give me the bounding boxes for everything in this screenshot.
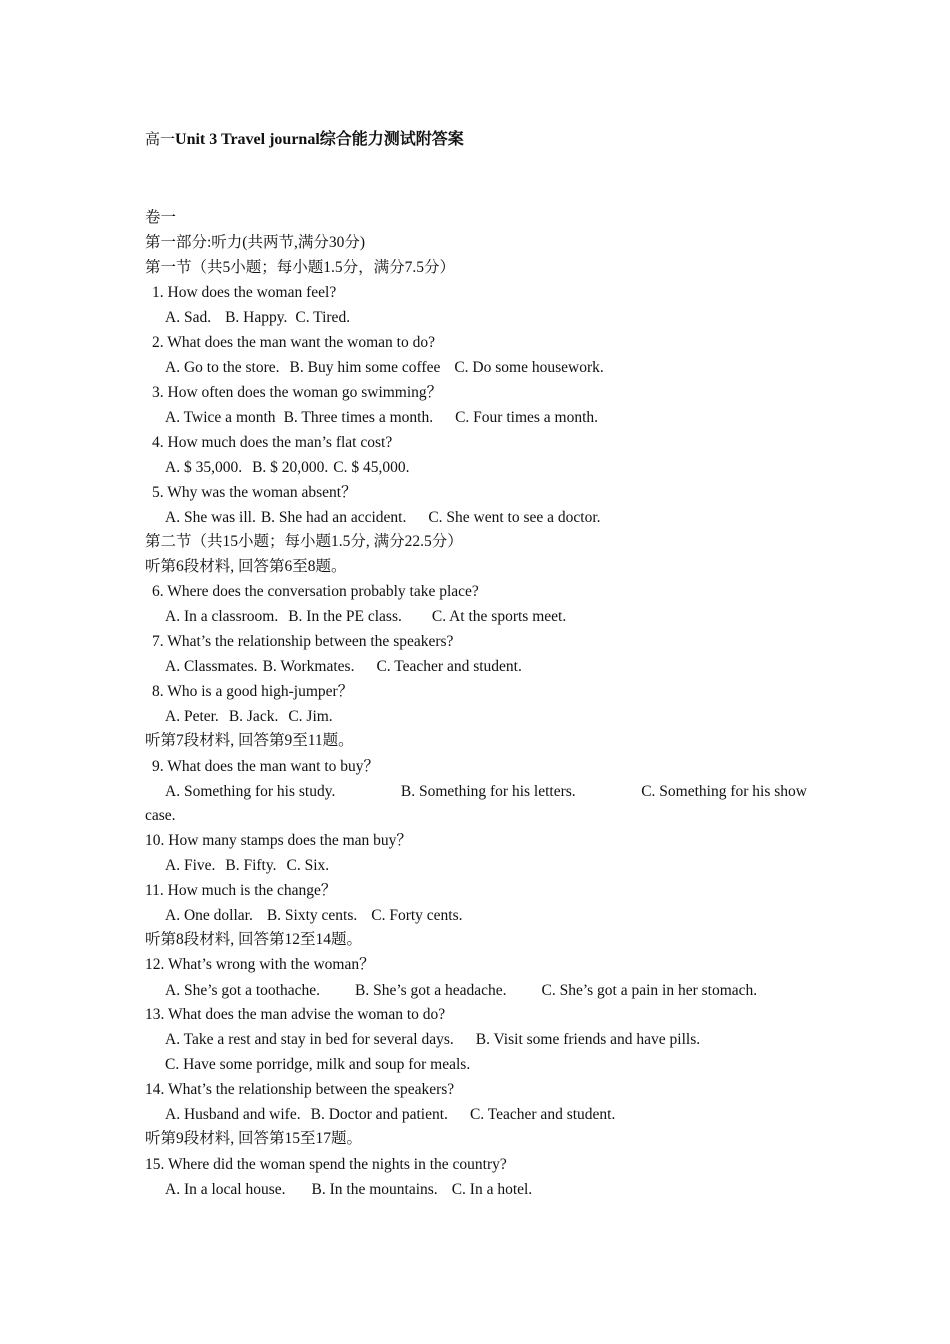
question-options [165,657,522,677]
option-b: B. Fifty. [225,857,277,874]
question-options [165,707,333,727]
option-a: A. One dollar. [165,907,253,924]
question-stem: 2. What does the man want the woman to do? [152,334,435,351]
option-c: C. Jim. [288,708,333,725]
option-b: B. In the mountains. [311,1181,438,1198]
option-b: B. Buy him some coffee [289,359,441,376]
option-a: A. Go to the store. [165,359,280,376]
material-instruction: 听第9段材料, 回答第15至17题。 [145,1130,363,1147]
option-c: C. Six. [286,857,330,874]
option-c: C. She went to see a doctor. [428,509,601,526]
option-b: B. She had an accident. [260,509,407,526]
option-a: A. $ 35,000. [165,459,243,476]
option-b: B. Happy. [225,309,288,326]
question-stem: 5. Why was the woman absent？ [152,484,357,501]
question-options [165,308,350,328]
question-stem: 3. How often does the woman go swimming？ [152,384,443,401]
document-title [145,126,464,149]
question-options [165,1030,700,1050]
option-b: B. Sixty cents. [266,907,358,924]
option-b: B. Jack. [228,708,279,725]
option-c: C. Something for his show [641,783,807,800]
question-options [165,981,757,1001]
question-options [165,408,598,428]
option-c: C. Tired. [295,309,351,326]
option-b: B. Three times a month. [283,409,434,426]
option-c: C. Four times a month. [455,409,599,426]
option-a: A. Twice a month [165,409,276,426]
option-b: B. Something for his letters. [400,783,576,800]
option-b: B. She’s got a headache. [354,982,507,999]
option-a: A. Something for his study. [165,783,336,800]
section-heading: 第二节（共15小题；每小题1.5分, 满分22.5分） [145,533,463,550]
option-a: A. Take a rest and stay in bed for several days. [165,1031,454,1048]
part-heading: 第一部分:听力(共两节,满分30分) [145,234,366,251]
question-stem: 13. What does the man advise the woman to do? [145,1006,446,1023]
option-a: A. Peter. [165,708,219,725]
option-c: C. In a hotel. [451,1181,533,1198]
material-instruction: 听第8段材料, 回答第12至14题。 [145,931,363,948]
option-c: C. Forty cents. [371,907,463,924]
option-a: A. In a classroom. [165,608,279,625]
question-stem: 1. How does the woman feel? [152,284,337,301]
option-c: C. Do some housework. [454,359,604,376]
question-stem: 15. Where did the woman spend the nights in the country? [145,1156,507,1173]
title-prefix: 高一 [145,132,176,148]
option-a: A. Classmates. [165,658,258,675]
option-b: B. Workmates. [262,658,355,675]
question-options [165,1180,532,1200]
question-stem: 12. What’s wrong with the woman？ [145,956,375,973]
question-options [165,508,601,528]
option-c: C. Teacher and student. [376,658,522,675]
option-a: A. Sad. [165,309,212,326]
question-options [165,458,410,478]
volume-heading: 卷一 [145,209,177,226]
question-stem: 8. Who is a good high-jumper？ [152,683,354,700]
question-options [145,782,807,802]
option-b: B. Visit some friends and have pills. [475,1031,701,1048]
question-options [165,607,566,627]
option-a: A. In a local house. [165,1181,286,1198]
option-c: C. Teacher and student. [469,1106,616,1123]
question-stem: 14. What’s the relationship between the speakers? [145,1081,455,1098]
question-stem: 4. How much does the man’s flat cost? [152,434,393,451]
option-a: A. Five. [165,857,216,874]
question-options [165,1105,615,1125]
question-options [165,856,329,876]
option-continuation: case. [145,807,176,824]
option-a: A. Husband and wife. [165,1106,301,1123]
option-c: C. At the sports meet. [431,608,567,625]
option-b: B. Doctor and patient. [310,1106,448,1123]
option-a: A. She’s got a toothache. [165,982,320,999]
title-main: Unit 3 Travel journal综合能力测试附答案 [175,131,464,148]
question-stem: 7. What’s the relationship between the speakers? [152,633,454,650]
section-heading: 第一节（共5小题；每小题1.5分，满分7.5分） [145,259,456,276]
question-stem: 9. What does the man want to buy？ [152,758,380,775]
material-instruction: 听第7段材料, 回答第9至11题。 [145,732,354,749]
option-b: B. In the PE class. [288,608,402,625]
question-options [165,358,604,378]
option-b: B. $ 20,000. [252,459,329,476]
option-a: A. She was ill. [165,509,256,526]
option-c: C. $ 45,000. [333,459,410,476]
option-c: C. She’s got a pain in her stomach. [541,982,758,999]
material-instruction: 听第6段材料, 回答第6至8题。 [145,558,347,575]
question-stem: 6. Where does the conversation probably take place? [152,583,479,600]
option-c: C. Have some porridge, milk and soup for meals. [165,1056,471,1073]
question-stem: 10. How many stamps does the man buy？ [145,832,412,849]
question-stem: 11. How much is the change？ [145,882,337,899]
question-options [165,906,463,926]
